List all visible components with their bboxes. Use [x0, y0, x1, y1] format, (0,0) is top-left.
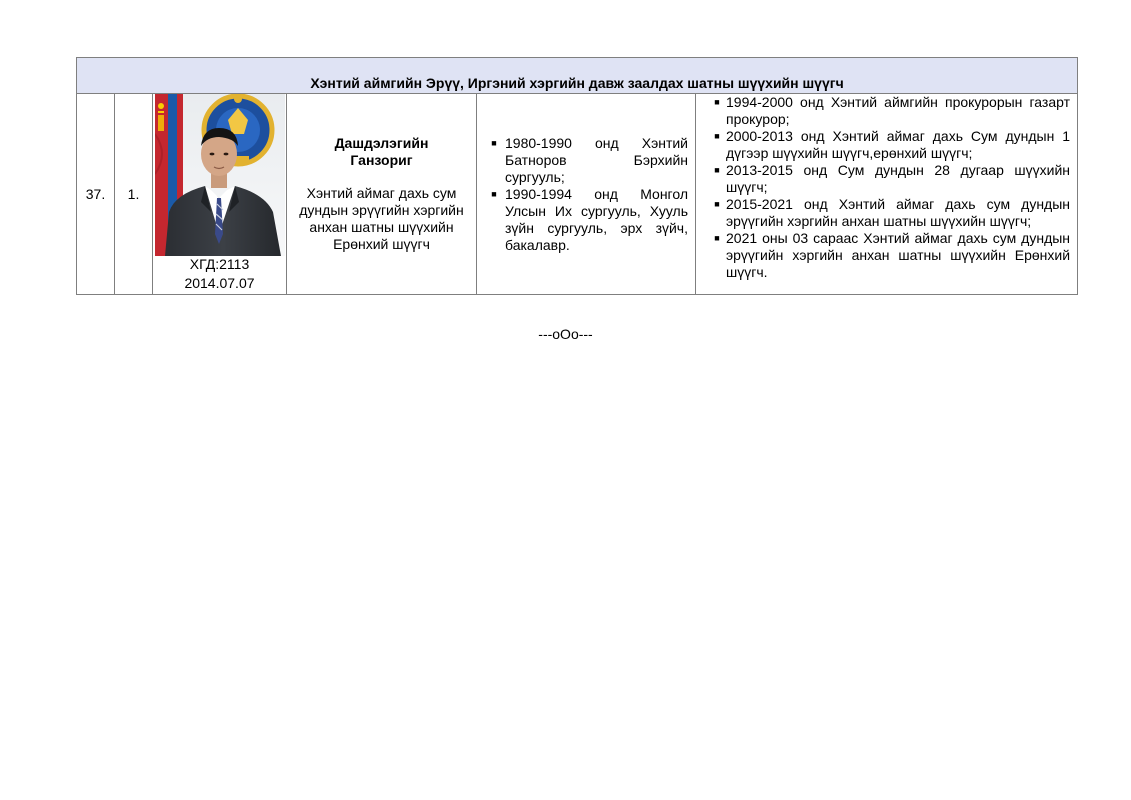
- end-mark: ---oOo---: [538, 326, 593, 342]
- square-bullet-icon: ■: [714, 165, 720, 175]
- list-item: ■ 1980-1990 онд Хэнтий Батноров Бэрхийн сургууль;: [487, 135, 688, 186]
- court-header: Хэнтий аймгийн Эрүү, Иргэний хэргийн давж заалдах шатны шүүхийн шүүгч: [77, 58, 1078, 94]
- square-bullet-icon: ■: [491, 188, 497, 199]
- education-list: [487, 135, 688, 254]
- table-row: [77, 94, 1078, 295]
- square-bullet-icon: ■: [714, 199, 720, 209]
- square-bullet-icon: ■: [714, 233, 720, 243]
- judge-portrait: [155, 94, 285, 256]
- row-number: 37.: [77, 94, 115, 295]
- education-cell: [477, 94, 696, 295]
- list-item: ■ 2000-2013 онд Хэнтий аймаг дахь Сум дундын 1 дүгээр шүүхийн шүүгч,ерөнхий шүүгч;: [704, 128, 1070, 162]
- judge-name: [293, 135, 470, 169]
- photo-caption-code: ХГД:2113: [189, 256, 250, 272]
- table-header-row: [77, 58, 1078, 94]
- judge-position: Хэнтий аймаг дахь сум дундын эрүүгийн хэргийн анхан шатны шүүхийн Ерөнхий шүүгч: [299, 185, 464, 252]
- square-bullet-icon: ■: [714, 131, 720, 141]
- judge-name-line1: Дашдэлэгийн: [334, 135, 429, 151]
- judges-table: [76, 57, 1078, 295]
- list-item: ■ 1990-1994 онд Монгол Улсын Их сургууль, Хууль зүйн сургууль, эрх зүйч, бакалавр.: [487, 186, 688, 254]
- photo-cell: [153, 94, 287, 295]
- row-index: 1.: [115, 94, 153, 295]
- list-item: ■ 2021 оны 03 сараас Хэнтий аймаг дахь сум дундын эрүүгийн хэргийн анхан шатны шүүхийн Ерөнхий шүүгч.: [704, 230, 1070, 281]
- experience-cell: [696, 94, 1078, 295]
- experience-list: [704, 94, 1070, 281]
- list-item: ■ 2015-2021 онд Хэнтий аймаг дахь сум дундын эрүүгийн хэргийн анхан шатны шүүхийн шүүгч;: [704, 196, 1070, 230]
- name-cell: [287, 94, 477, 295]
- judge-name-line2: Ганзориг: [350, 152, 413, 168]
- list-item: ■ 2013-2015 онд Сум дундын 28 дугаар шүүхийн шүүгч;: [704, 162, 1070, 196]
- list-item: ■ 1994-2000 онд Хэнтий аймгийн прокурорын газарт прокурор;: [704, 94, 1070, 128]
- square-bullet-icon: ■: [714, 97, 720, 107]
- photo-caption-date: 2014.07.07: [184, 275, 255, 291]
- square-bullet-icon: ■: [491, 137, 497, 148]
